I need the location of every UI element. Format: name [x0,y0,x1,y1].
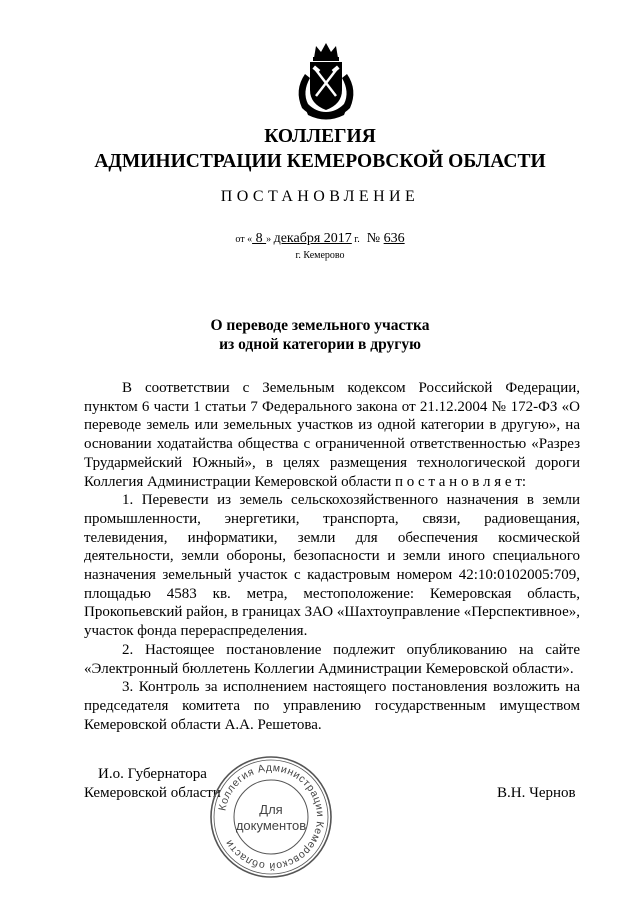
document-body [84,379,580,734]
city: г. Кемерово [295,250,345,261]
official-stamp [208,754,334,880]
stamp-ring-text: Коллегия Администрации Кемеровской области [216,761,327,873]
signatory-name: В.Н. Чернов [497,785,576,801]
subject-line2: из одной категории в другую [219,336,421,353]
document-number: 636 [383,231,405,246]
body-paragraph-item-2: 2. Настоящее постановление подлежит опубликованию на сайте «Электронный бюллетень Коллегии Администрации Кемеровской области». [84,641,580,677]
body-paragraph-item-1: 1. Перевести из земель сельскохозяйственного назначения в земли промышленности, энергетики, транспорта, связи, радиовещания, телевидения, информатики, земли для обеспечения космической деятельности, земли обороны, безопасности и земли иного специального назначения земельный участок с кадастровым номером 42:10:0102005:709, площадью 4583 кв. метра, местоположение: Кемеровская область, Прокопьевский район, в границах ЗАО «Шахтоуправление «Перспективное», участок фонда перераспределения. [84,492,580,640]
date-day: 8 [252,231,267,246]
org-title-line2: АДМИНИСТРАЦИИ КЕМЕРОВСКОЙ ОБЛАСТИ [94,151,546,172]
date-prefix: от « [235,234,253,245]
date-year-suffix: г. [351,234,360,245]
subject-line1: О переводе земельного участка [210,317,430,334]
body-paragraph-preamble: В соответствии с Земельным кодексом Российской Федерации, пунктом 6 части 1 статьи 7 Федерального закона от 21.12.2004 № 172-ФЗ «О переводе земель или земельных участков из одной категории в другую», на основании ходатайства общества с ограниченной ответственностью «Разрез Трудармейский Южный», в целях размещения технологической дороги Коллегия Администрации Кемеровской области п о с т а н о в л я е т: [84,380,580,490]
date-number-line [0,231,640,247]
stamp-center-line1: Для [259,802,283,817]
number-prefix: № [366,231,381,246]
body-paragraph-item-3: 3. Контроль за исполнением настоящего постановления возложить на председателя комитета по управлению государственным имуществом Кемеровской области А.А. Решетова. [84,679,580,733]
org-title-line1: КОЛЛЕГИЯ [264,126,376,147]
stamp-center-line2: документов [235,818,307,833]
date-month-year: декабря 2017 [273,231,352,246]
signatory-position-line2: Кемеровской области [84,785,221,801]
signatory-position-line1: И.о. Губернатора [98,766,207,782]
date-mid: » [266,234,274,245]
kemerovo-coat-of-arms-icon [292,40,360,120]
document-type: ПОСТАНОВЛЕНИЕ [220,188,420,205]
